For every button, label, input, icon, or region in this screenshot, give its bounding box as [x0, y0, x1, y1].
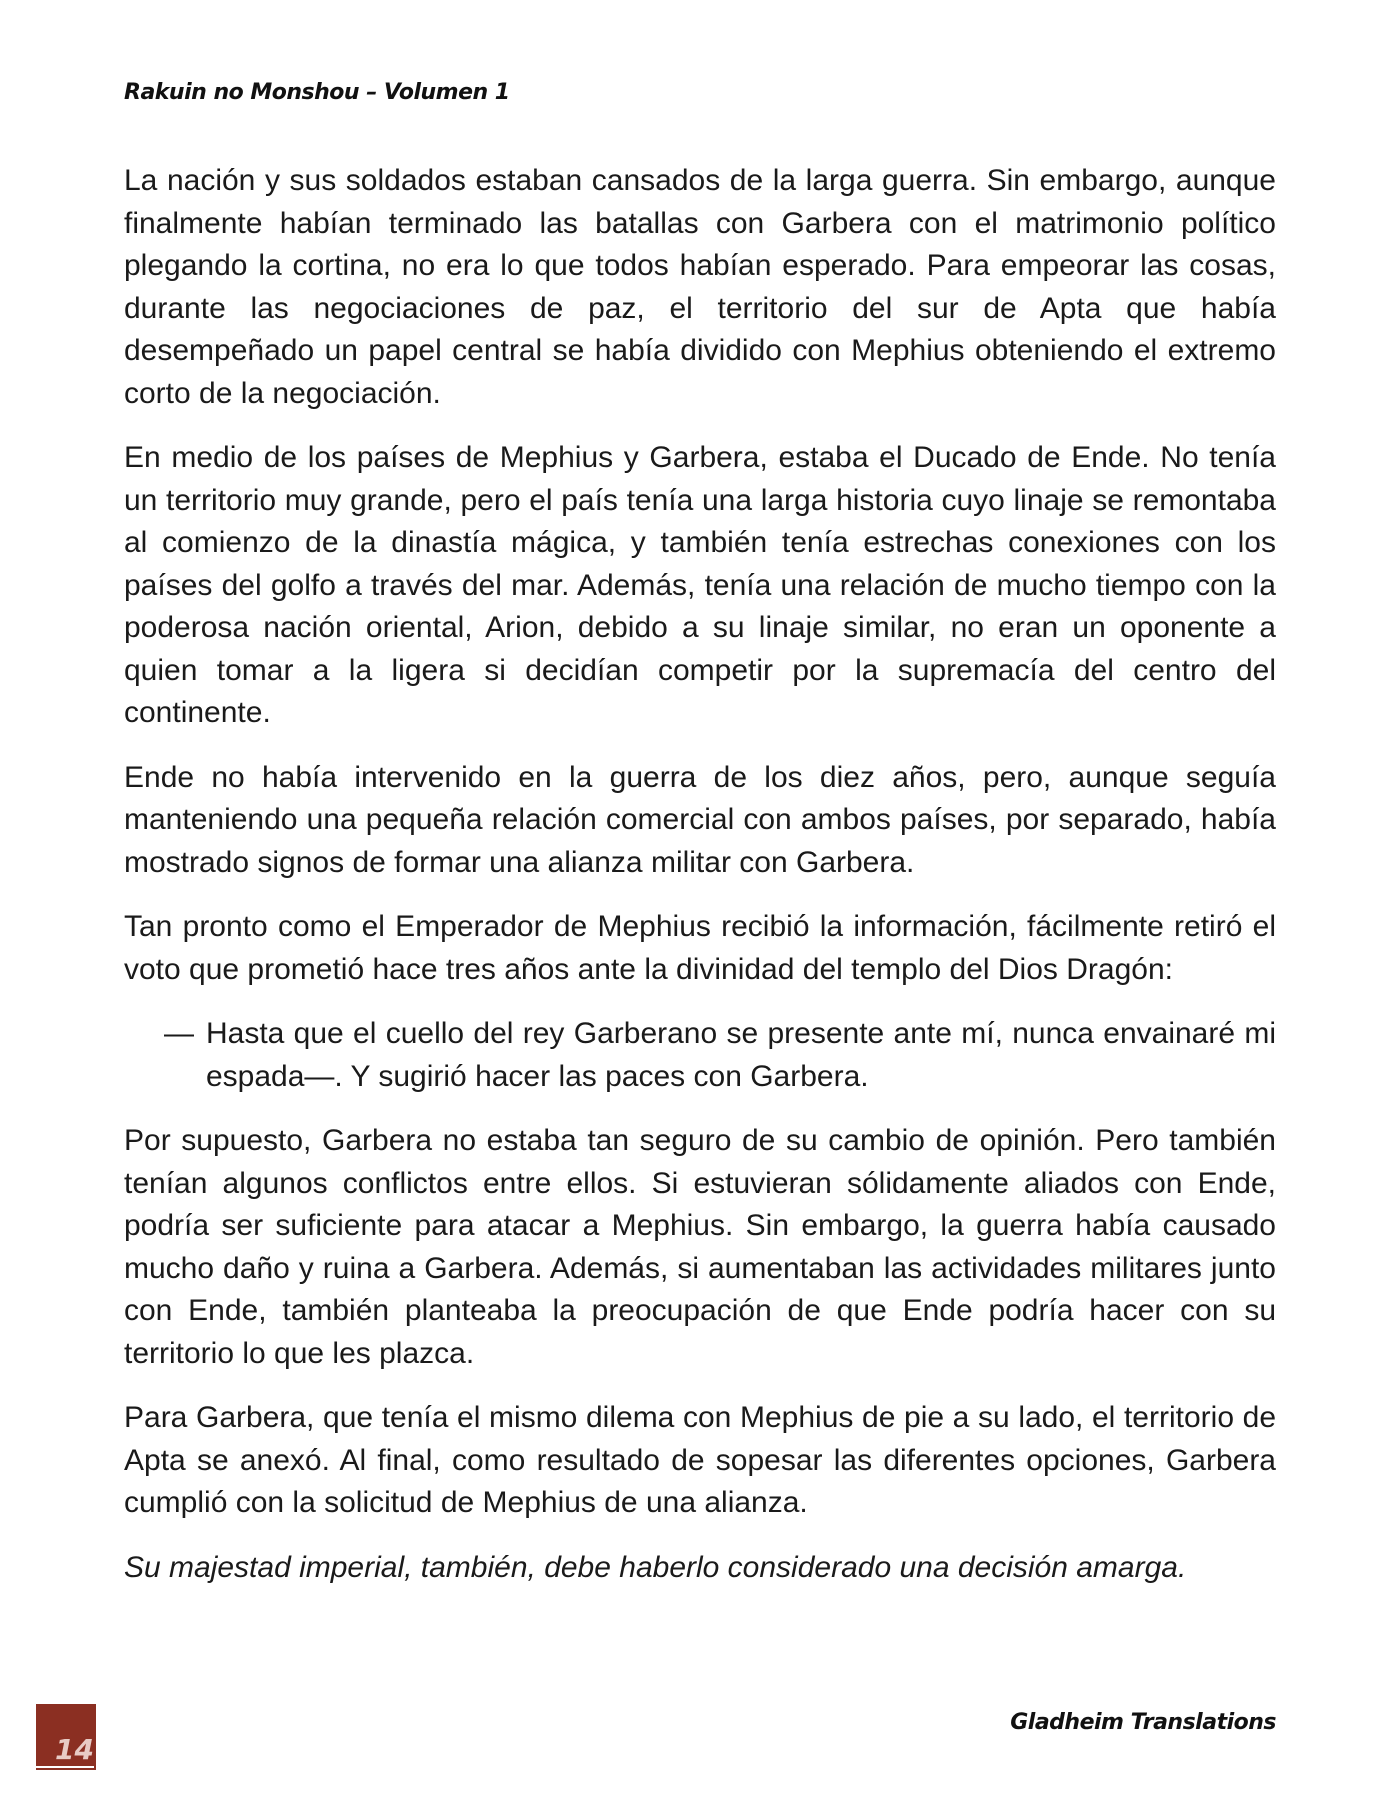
- paragraph-5: Por supuesto, Garbera no estaba tan seguro de su cambio de opinión. Pero también tenían algunos conflictos entre ellos. Si estuvieran sólidamente aliados con Ende, podría ser suficiente para atacar a Mephius. Sin embargo, la guerra había causado mucho daño y ruina a Garbera. Además, si aumentaban las actividades militares junto con Ende, también planteaba la preocupación de que Ende podría hacer con su territorio lo que les plazca.: [124, 1124, 1276, 1370]
- paragraph-6: Para Garbera, que tenía el mismo dilema con Mephius de pie a su lado, el territorio de Apta se anexó. Al final, como resultado de sopesar las diferentes opciones, Garbera cumplió con la solicitud de Mephius de una alianza.: [124, 1401, 1276, 1519]
- paragraph-1: La nación y sus soldados estaban cansados de la larga guerra. Sin embargo, aunque finalmente habían terminado las batallas con Garbera con el matrimonio político plegando la cortina, no era lo que todos habían esperado. Para empeorar las cosas, durante las negociaciones de paz, el territorio del sur de Apta que había desempeñado un papel central se había dividido con Mephius obteniendo el extremo corto de la negociación.: [124, 164, 1276, 410]
- running-header: Rakuin no Monshou – Volumen 1: [124, 80, 510, 105]
- paragraph-2: En medio de los países de Mephius y Garbera, estaba el Ducado de Ende. No tenía un territorio muy grande, pero el país tenía una larga historia cuyo linaje se remontaba al comienzo de la dinastía mágica, y también tenía estrechas conexiones con los países del golfo a través del mar. Además, tenía una relación de mucho tiempo con la poderosa nación oriental, Arion, debido a su linaje similar, no eran un oponente a quien tomar a la ligera si decidían competir por la supremacía del centro del continente.: [124, 441, 1276, 729]
- paragraph-3: Ende no había intervenido en la guerra de los diez años, pero, aunque seguía manteniendo una pequeña relación comercial con ambos países, por separado, había mostrado signos de formar una alianza militar con Garbera.: [124, 760, 1276, 879]
- quoted-vow: [124, 1013, 1276, 1098]
- footer-credit: Gladheim Translations: [1010, 1710, 1276, 1735]
- closing-italic-line: Su majestad imperial, también, debe haberlo considerado una decisión amarga.: [124, 1550, 1187, 1584]
- page-number-underline: [36, 1766, 94, 1768]
- body-text: [124, 160, 1276, 1611]
- page-number-block: [36, 1704, 96, 1770]
- paragraph-4: Tan pronto como el Emperador de Mephius recibió la información, fácilmente retiró el voto que prometió hace tres años ante la divinidad del templo del Dios Dragón:: [124, 910, 1276, 986]
- page-number: 14: [55, 1733, 94, 1766]
- quote-dash: —: [164, 1017, 194, 1050]
- quote-text: Hasta que el cuello del rey Garberano se presente ante mí, nunca envainaré mi espada—. Y sugirió hacer las paces con Garbera.: [206, 1017, 1276, 1093]
